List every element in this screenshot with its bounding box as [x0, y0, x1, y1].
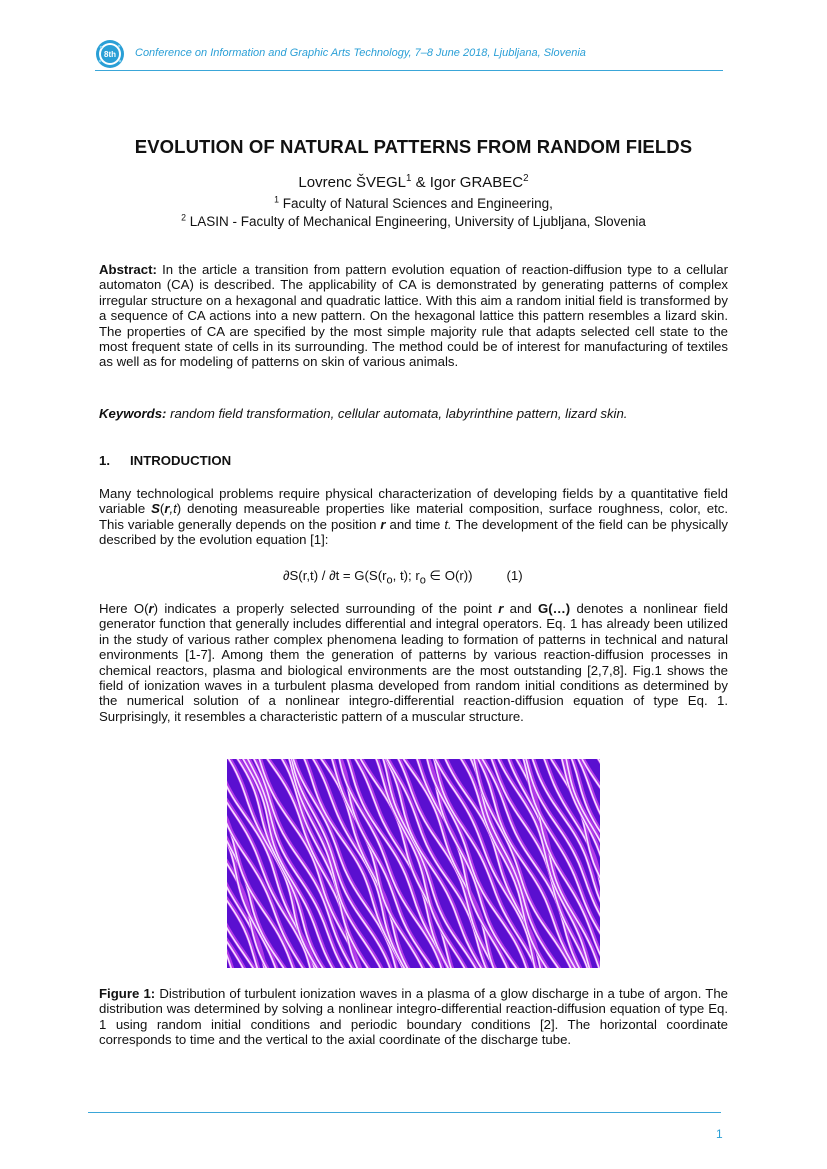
abstract [99, 262, 728, 370]
equation-rhs: ∈ O(r)) [425, 568, 473, 583]
equation-lhs: ∂S(r,t) / ∂t = G(S(r [283, 568, 387, 583]
caption-text: Distribution of turbulent ionization waves in a plasma of a glow discharge in a tube of argon. The distribution was determined by solving a nonlinear integro-differential reaction-diffusion equation of type Eq. 1 using random initial conditions and periodic boundary conditions [2]. The horizontal coordinate corresponds to time and the vertical to the axial coordinate of the discharge tube. [99, 986, 729, 1048]
keywords [99, 406, 728, 421]
affiliation-2 [0, 214, 827, 229]
header-divider [95, 70, 723, 71]
intro-p1-text-c: and time [385, 516, 445, 532]
section-title: INTRODUCTION [130, 453, 232, 468]
section-heading-introduction [99, 453, 231, 468]
equation-1 [283, 568, 523, 587]
intro-p2-symbol-g: G(…) [537, 601, 571, 616]
author-1-sup: 1 [405, 173, 412, 184]
page-number: 1 [716, 1127, 723, 1141]
logo-text: 8th [104, 50, 116, 59]
intro-p1-symbol-s: S [151, 501, 160, 517]
author-2: Igor GRABEC [429, 174, 524, 191]
abstract-label: Abstract: [99, 262, 157, 277]
intro-p2-text-d: denotes a nonlinear field generator function that generally includes differential and integral operators. Eq. 1 has already been utilized in the study of various rather complex phenomena leading to formation of patterns in technical and natural environments [1-7]. Among them the generation of patterns by various reaction-diffusion processes in chemical reactors, plasma and biological environments are the most outstanding [2,7,8]. Fig.1 shows the field of ionization waves in a turbulent plasma developed from random initial conditions as determined by the numerical solution of a nonlinear integro-differential reaction-diffusion equation of type Eq. 1. Surprisingly, it resembles a characteristic pattern of a muscular structure. [99, 601, 728, 724]
intro-p1-symbol-t: ,t [169, 501, 177, 517]
intro-p2-text-a: Here O( [99, 601, 149, 616]
intro-p1-symbol-r2: r [380, 516, 386, 532]
keywords-label: Keywords: [99, 406, 167, 421]
affiliation-1-text: Faculty of Natural Sciences and Engineering, [278, 196, 553, 211]
author-2-sup: 2 [523, 173, 529, 184]
intro-p1-text-a: Many technological problems require physical characterization of developing fields by a quantitative field variable [99, 486, 728, 517]
author-line [0, 174, 827, 191]
conference-logo-icon [95, 39, 125, 69]
intro-p2-symbol-r: r [148, 601, 154, 616]
abstract-text: In the article a transition from pattern evolution equation of reaction-diffusion type to a cellular automaton (CA) is described. The applicability of CA is demonstrated by generating patterns of complex irregular structure on a hexagonal and quadratic lattice. With this aim a random initial field is transformed by a sequence of CA actions into a new pattern. On the hexagonal lattice this pattern resembles a lizard skin. The properties of CA are specified by the most simple majority rule that adapts selected cell state to the most frequent state of cells in its surrounding. The method could be of interest for manufacturing of textiles as well as for modeling of patterns on skin of various animals. [99, 262, 728, 370]
conference-name: Conference on Information and Graphic Arts Technology, 7–8 June 2018, Ljubljana, Slovenia [135, 47, 586, 59]
equation-mid: , t); r [392, 568, 420, 583]
footer-divider [88, 1112, 721, 1113]
affiliation-2-text: LASIN - Faculty of Mechanical Engineering, University of Ljubljana, Slovenia [185, 214, 646, 229]
equation-subscript-o: o [386, 574, 393, 587]
section-number: 1. [99, 453, 110, 468]
affiliation-2-sup: 2 [181, 212, 186, 223]
intro-p1-symbol-time: t. [444, 516, 452, 532]
intro-p1-symbol-r: r [164, 501, 170, 517]
caption-label: Figure 1: [99, 986, 156, 1001]
intro-p2-symbol-r2: r [498, 601, 504, 616]
intro-paragraph-2 [99, 601, 728, 724]
intro-p1-paren-close: ) [176, 501, 182, 517]
equation-subscript-o2: o [419, 574, 426, 587]
intro-paragraph-1 [99, 486, 728, 548]
page-header [95, 36, 723, 72]
figure-1-image [227, 759, 600, 968]
intro-p1-text-b: denoting measureable properties like material composition, surface roughness, color, etc. This variable generally depends on the position [99, 501, 728, 532]
intro-p1-paren-open: ( [159, 501, 165, 517]
keywords-text: random field transformation, cellular automata, labyrinthine pattern, lizard skin. [166, 406, 628, 421]
figure-1-caption [99, 986, 728, 1048]
ionization-wave-pattern [227, 759, 600, 968]
intro-p2-text-b: ) indicates a properly selected surrounding of the point [153, 601, 499, 616]
paper-title: EVOLUTION OF NATURAL PATTERNS FROM RANDOM FIELDS [134, 136, 693, 157]
author-separator: & [411, 174, 430, 191]
equation-number: (1) [506, 568, 523, 583]
affiliation-1-sup: 1 [274, 194, 279, 205]
affiliation-1 [0, 196, 827, 211]
intro-p2-text-c: and [503, 601, 538, 616]
intro-p1-text-d: The development of the field can be physically described by the evolution equation [1]: [99, 516, 728, 548]
author-1: Lovrenc ŠVEGL [298, 174, 406, 191]
